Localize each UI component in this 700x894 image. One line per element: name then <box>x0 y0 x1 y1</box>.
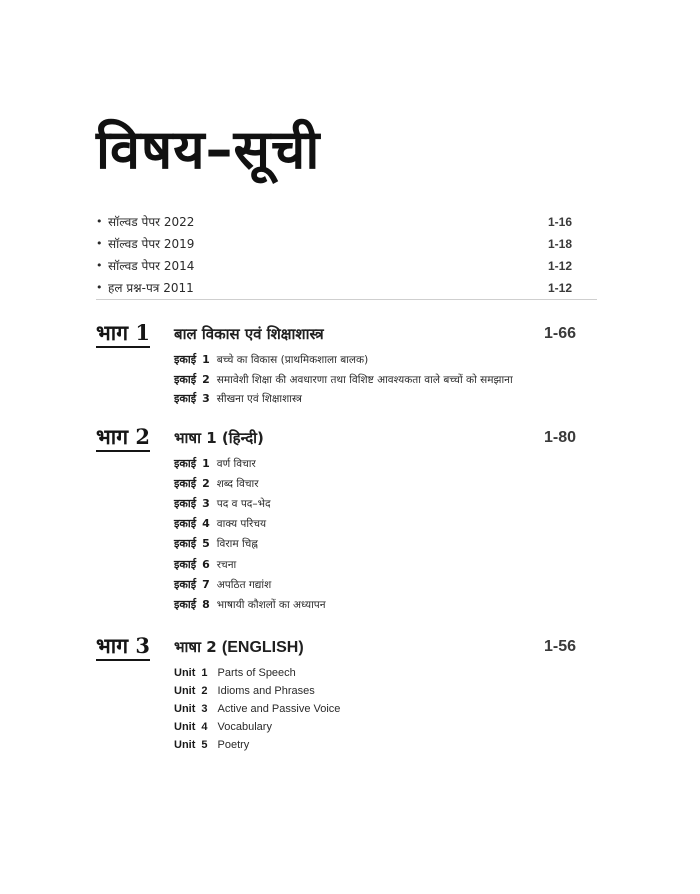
part-title-text: भाषा 2 <box>174 638 217 656</box>
unit-name: इकाई <box>174 392 197 405</box>
unit-title: सीखना एवं शिक्षाशास्त्र <box>216 393 302 405</box>
solved-paper-pages: 1-16 <box>547 215 572 229</box>
unit-number: 4 <box>201 721 208 733</box>
unit-row <box>174 516 266 532</box>
unit-number: 2 <box>202 373 210 386</box>
solved-paper-row <box>96 211 596 233</box>
unit-number: 3 <box>202 497 210 510</box>
unit-row <box>174 737 249 753</box>
unit-name: इकाई <box>174 517 197 530</box>
unit-row <box>174 701 340 717</box>
unit-name: इकाई <box>174 537 197 550</box>
unit-number: 2 <box>201 685 208 697</box>
unit-number: 7 <box>202 578 210 591</box>
solved-papers-list <box>96 211 596 299</box>
unit-number: 5 <box>202 537 210 550</box>
part-title-text: बाल विकास एवं शिक्षाशास्त्र <box>174 325 324 343</box>
section-divider <box>96 299 597 300</box>
part-title-text: भाषा 1 (हिन्दी) <box>174 429 264 447</box>
solved-paper-label: सॉल्वड पेपर 2019 <box>108 237 195 251</box>
unit-row <box>174 536 258 552</box>
unit-number: 1 <box>201 667 208 679</box>
unit-name: Unit <box>174 721 196 733</box>
bullet-icon: • <box>96 215 103 228</box>
unit-number: 5 <box>201 739 208 751</box>
unit-row <box>174 557 236 573</box>
part-label: भाग 3 <box>96 633 150 661</box>
unit-number: 3 <box>201 703 208 715</box>
unit-title: Poetry <box>217 739 250 751</box>
solved-paper-label: हल प्रश्न-पत्र 2011 <box>108 281 194 295</box>
unit-name: Unit <box>174 685 196 697</box>
unit-row <box>174 352 368 368</box>
unit-title: भाषायी कौशलों का अध्यापन <box>216 599 326 611</box>
solved-paper-row <box>96 233 596 255</box>
solved-paper-label: सॉल्वड पेपर 2022 <box>108 215 195 229</box>
unit-row <box>174 372 513 388</box>
unit-number: 1 <box>202 457 210 470</box>
unit-title: Active and Passive Voice <box>217 703 341 715</box>
unit-row <box>174 597 326 613</box>
unit-number: 1 <box>202 353 210 366</box>
unit-title: Vocabulary <box>217 721 272 733</box>
solved-paper-row <box>96 277 596 299</box>
unit-row <box>174 719 272 735</box>
unit-number: 2 <box>202 477 210 490</box>
unit-row <box>174 456 256 472</box>
page-title: विषय–सूची <box>96 118 321 181</box>
part-label: भाग 2 <box>96 424 150 452</box>
solved-paper-pages: 1-12 <box>547 281 572 295</box>
unit-title: समावेशी शिक्षा की अवधारणा तथा विशिष्ट आवश्यकता वाले बच्चों को समझाना <box>216 374 513 386</box>
solved-paper-row <box>96 255 596 277</box>
unit-title: विराम चिह्न <box>216 538 258 550</box>
unit-row <box>174 577 271 593</box>
unit-title: शब्द विचार <box>216 478 259 490</box>
unit-title: बच्चे का विकास (प्राथमिकशाला बालक) <box>216 354 369 366</box>
unit-number: 3 <box>202 392 210 405</box>
bullet-icon: • <box>96 237 103 250</box>
part-pages: 1-66 <box>543 325 576 342</box>
unit-title: Idioms and Phrases <box>217 685 315 697</box>
part-title <box>174 322 324 346</box>
solved-paper-label: सॉल्वड पेपर 2014 <box>108 259 195 273</box>
part-title-english: (ENGLISH) <box>221 639 304 656</box>
unit-row <box>174 476 259 492</box>
unit-number: 4 <box>202 517 210 530</box>
unit-name: Unit <box>174 739 196 751</box>
unit-title: अपठित गद्यांश <box>216 579 272 591</box>
solved-paper-pages: 1-12 <box>547 259 572 273</box>
unit-title: पद व पद–भेद <box>216 498 271 510</box>
part-pages: 1-56 <box>543 638 576 655</box>
part-title <box>174 635 304 660</box>
bullet-icon: • <box>96 281 103 294</box>
unit-name: इकाई <box>174 353 197 366</box>
unit-name: इकाई <box>174 457 197 470</box>
unit-name: Unit <box>174 667 196 679</box>
unit-title: रचना <box>216 559 237 571</box>
unit-name: इकाई <box>174 558 197 571</box>
part-title <box>174 426 264 450</box>
unit-name: इकाई <box>174 598 197 611</box>
unit-name: इकाई <box>174 477 197 490</box>
solved-paper-pages: 1-18 <box>547 237 572 251</box>
bullet-icon: • <box>96 259 103 272</box>
unit-name: इकाई <box>174 578 197 591</box>
part-pages: 1-80 <box>543 429 576 446</box>
unit-row <box>174 665 296 681</box>
unit-number: 8 <box>202 598 210 611</box>
unit-row <box>174 391 302 407</box>
unit-title: Parts of Speech <box>217 667 296 679</box>
part-label: भाग 1 <box>96 320 150 348</box>
unit-name: Unit <box>174 703 196 715</box>
unit-row <box>174 683 315 699</box>
unit-row <box>174 496 271 512</box>
unit-name: इकाई <box>174 373 197 386</box>
unit-name: इकाई <box>174 497 197 510</box>
unit-number: 6 <box>202 558 210 571</box>
unit-title: वाक्य परिचय <box>216 518 267 530</box>
unit-title: वर्ण विचार <box>216 458 256 470</box>
